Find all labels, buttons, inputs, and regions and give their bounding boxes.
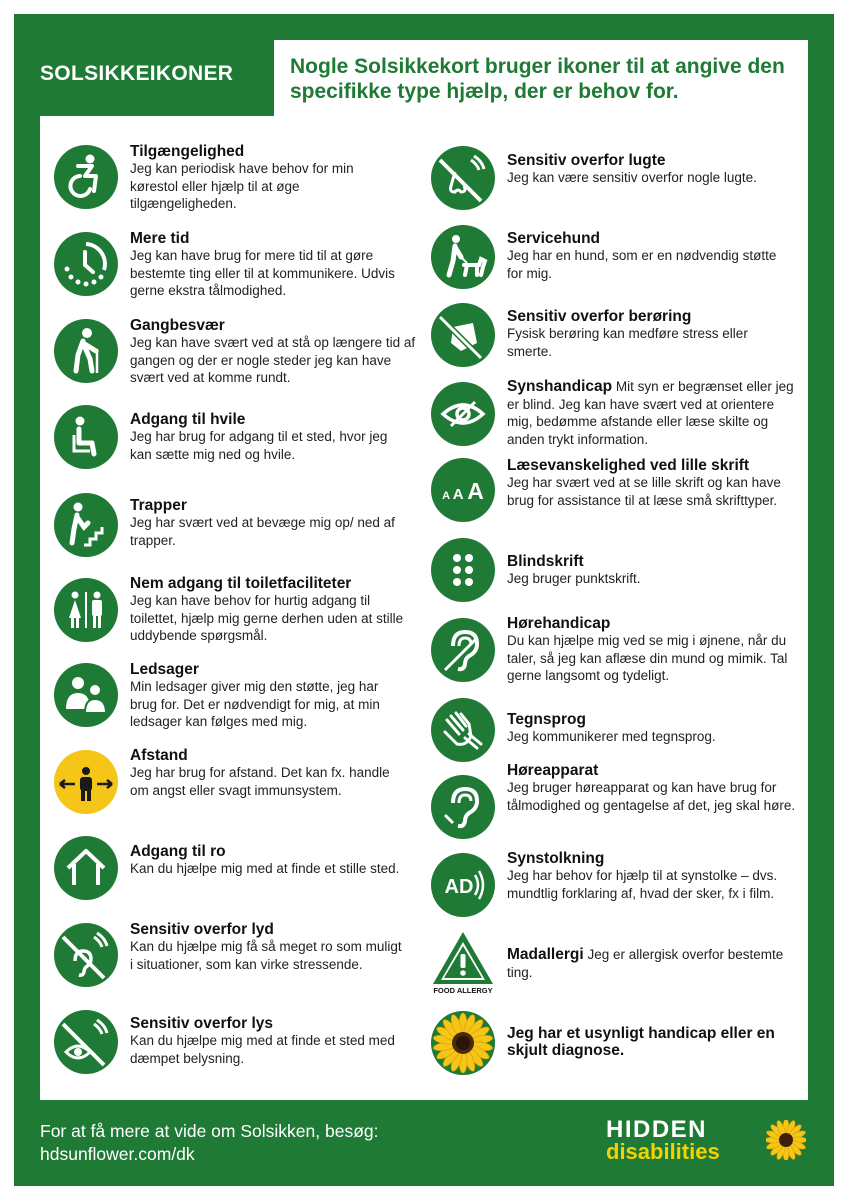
item-title: Høreapparat (507, 762, 599, 779)
item-title: Servicehund (507, 230, 601, 247)
smell-sensitive-icon (431, 146, 495, 210)
item-title: Nem adgang til toiletfaciliteter (130, 575, 352, 592)
item-desc: Jeg kan periodisk have behov for min kørestol eller hjælp til at øge tilgængeligheden. (130, 161, 354, 211)
audio-description-icon (431, 853, 495, 917)
item-title: Trapper (130, 497, 187, 514)
logo-sunflower-icon (766, 1120, 806, 1160)
item-desc: Jeg har brug for adgang til et sted, hvor jeg kan sætte mig ned og hvile. (130, 429, 388, 462)
food-allergy-icon (431, 930, 495, 994)
item-desc: Jeg har en hund, som er en nødvendig støtte for mig. (507, 248, 777, 281)
item-title: Sensitiv overfor lugte (507, 152, 666, 169)
item-title: Sensitiv overfor berøring (507, 308, 692, 325)
item-desc: Min ledsager giver mig den støtte, jeg har brug for. Det er nødvendigt for mig, at min ledsager kan følges med mig. (130, 679, 380, 729)
item-title: Synshandicap (507, 378, 613, 395)
item-title: Sensitiv overfor lyd (130, 921, 274, 938)
item-title: Jeg har et usynligt handicap eller en skjult diagnose. (507, 1025, 775, 1059)
footer-link[interactable]: hdsunflower.com/dk (40, 1144, 195, 1164)
text-size-icon (431, 458, 495, 522)
companion-icon (54, 663, 118, 727)
item-title: Læsevanskelighed ved lille skrift (507, 457, 750, 474)
toilet-icon (54, 578, 118, 642)
item-desc: Jeg har svært ved at bevæge mig op/ ned af trapper. (130, 515, 395, 548)
item-desc: Jeg kan have brug for mere tid til at gøre bestemte ting eller til at kommunikere. Udvis gerne ekstra tålmodighed. (130, 248, 395, 298)
item-desc: Jeg har behov for hjælp til at synstolke – dvs. mundtlig forklaring af, hvad der sker, fx i film. (507, 868, 778, 901)
item-desc: Jeg kan have svært ved at stå op længere tid af gangen og der er nogle steder jeg kan have svært ved at komme rundt. (130, 335, 416, 385)
item-title: Ledsager (130, 661, 199, 678)
item-desc: Jeg kommunikerer med tegnsprog. (507, 729, 716, 744)
logo-top: HIDDEN (606, 1116, 708, 1143)
item-desc: Du kan hjælpe mig ved se mig i øjnene, når du taler, så jeg kan aflæse din mund og mimik. Tal gerne langsomt og tydeligt. (507, 633, 788, 683)
footer-text: For at få mere at vide om Solsikken, besøg: (40, 1121, 379, 1141)
text-size-glyph: A A A (442, 478, 484, 504)
item-desc: Mit syn er begrænset eller jeg er blind. Jeg kan have svært ved at orientere mig, bedømme afstande eller læse skilte og anden trykt information. (507, 379, 794, 447)
sign-language-icon (431, 698, 495, 762)
hearing-aid-icon (431, 775, 495, 839)
wheelchair-icon (54, 145, 118, 209)
item-desc: Kan du hjælpe mig med at finde et stille sted. (130, 861, 400, 876)
hidden-disabilities-logo (606, 1118, 811, 1168)
walking-cane-icon (54, 319, 118, 383)
item-desc: Jeg har brug for afstand. Det kan fx. handle om angst eller svagt immunsystem. (130, 765, 390, 798)
house-icon (54, 836, 118, 900)
item-title: Blindskrift (507, 553, 584, 570)
section-title: SOLSIKKEIKONER (40, 62, 234, 85)
ear-icon (431, 618, 495, 682)
seated-person-icon (54, 405, 118, 469)
light-sensitive-icon (54, 1010, 118, 1074)
item-desc: Kan du hjælpe mig med at finde et sted med dæmpet belysning. (130, 1033, 395, 1066)
item-title: Sensitiv overfor lys (130, 1015, 274, 1032)
item-desc: Jeg kan være sensitiv overfor nogle lugte. (507, 170, 757, 185)
sunflower-icon (431, 1011, 495, 1075)
item-title: Tilgængelighed (130, 143, 245, 160)
distance-icon (54, 750, 118, 814)
touch-sensitive-icon (431, 303, 495, 367)
logo-bottom: disabilities (606, 1139, 720, 1164)
item-title: Synstolkning (507, 850, 605, 867)
item-title: Hørehandicap (507, 615, 611, 632)
sound-sensitive-icon (54, 923, 118, 987)
item-desc: Jeg bruger høreapparat og kan have brug for tålmodighed og gentagelse af det, jeg skal høre. (507, 780, 796, 813)
item-title: Madallergi (507, 946, 584, 963)
item-title: Gangbesvær (130, 317, 225, 334)
item-desc: Jeg er allergisk overfor bestemte ting. (507, 947, 784, 980)
item-desc: Jeg kan have behov for hurtig adgang til toilettet, hjælp mig gerne derhen uden at stille uddybende spørgsmål. (130, 593, 404, 643)
clock-icon (54, 232, 118, 296)
braille-icon (431, 538, 495, 602)
item-desc: Fysisk berøring kan medføre stress eller smerte. (507, 326, 748, 359)
item-title: Afstand (130, 747, 188, 764)
item-title: Adgang til ro (130, 843, 226, 860)
ad-glyph: AD (444, 876, 474, 898)
stairs-icon (54, 493, 118, 557)
food-allergy-label: FOOD ALLERGY (433, 986, 493, 994)
item-desc: Jeg bruger punktskrift. (507, 571, 641, 586)
item-title: Tegnsprog (507, 711, 586, 728)
headline: Nogle Solsikkekort bruger ikoner til at angive den specifikke type hjælp, der er behov for. (290, 55, 785, 103)
eye-icon (431, 382, 495, 446)
item-desc: Kan du hjælpe mig få så meget ro som muligt i situationer, som kan virke stressende. (130, 939, 402, 972)
item-title: Adgang til hvile (130, 411, 246, 428)
service-dog-icon (431, 225, 495, 289)
item-desc: Jeg har svært ved at se lille skrift og kan have brug for assistance til at læse små skrifttyper. (507, 475, 781, 508)
item-title: Mere tid (130, 230, 190, 247)
